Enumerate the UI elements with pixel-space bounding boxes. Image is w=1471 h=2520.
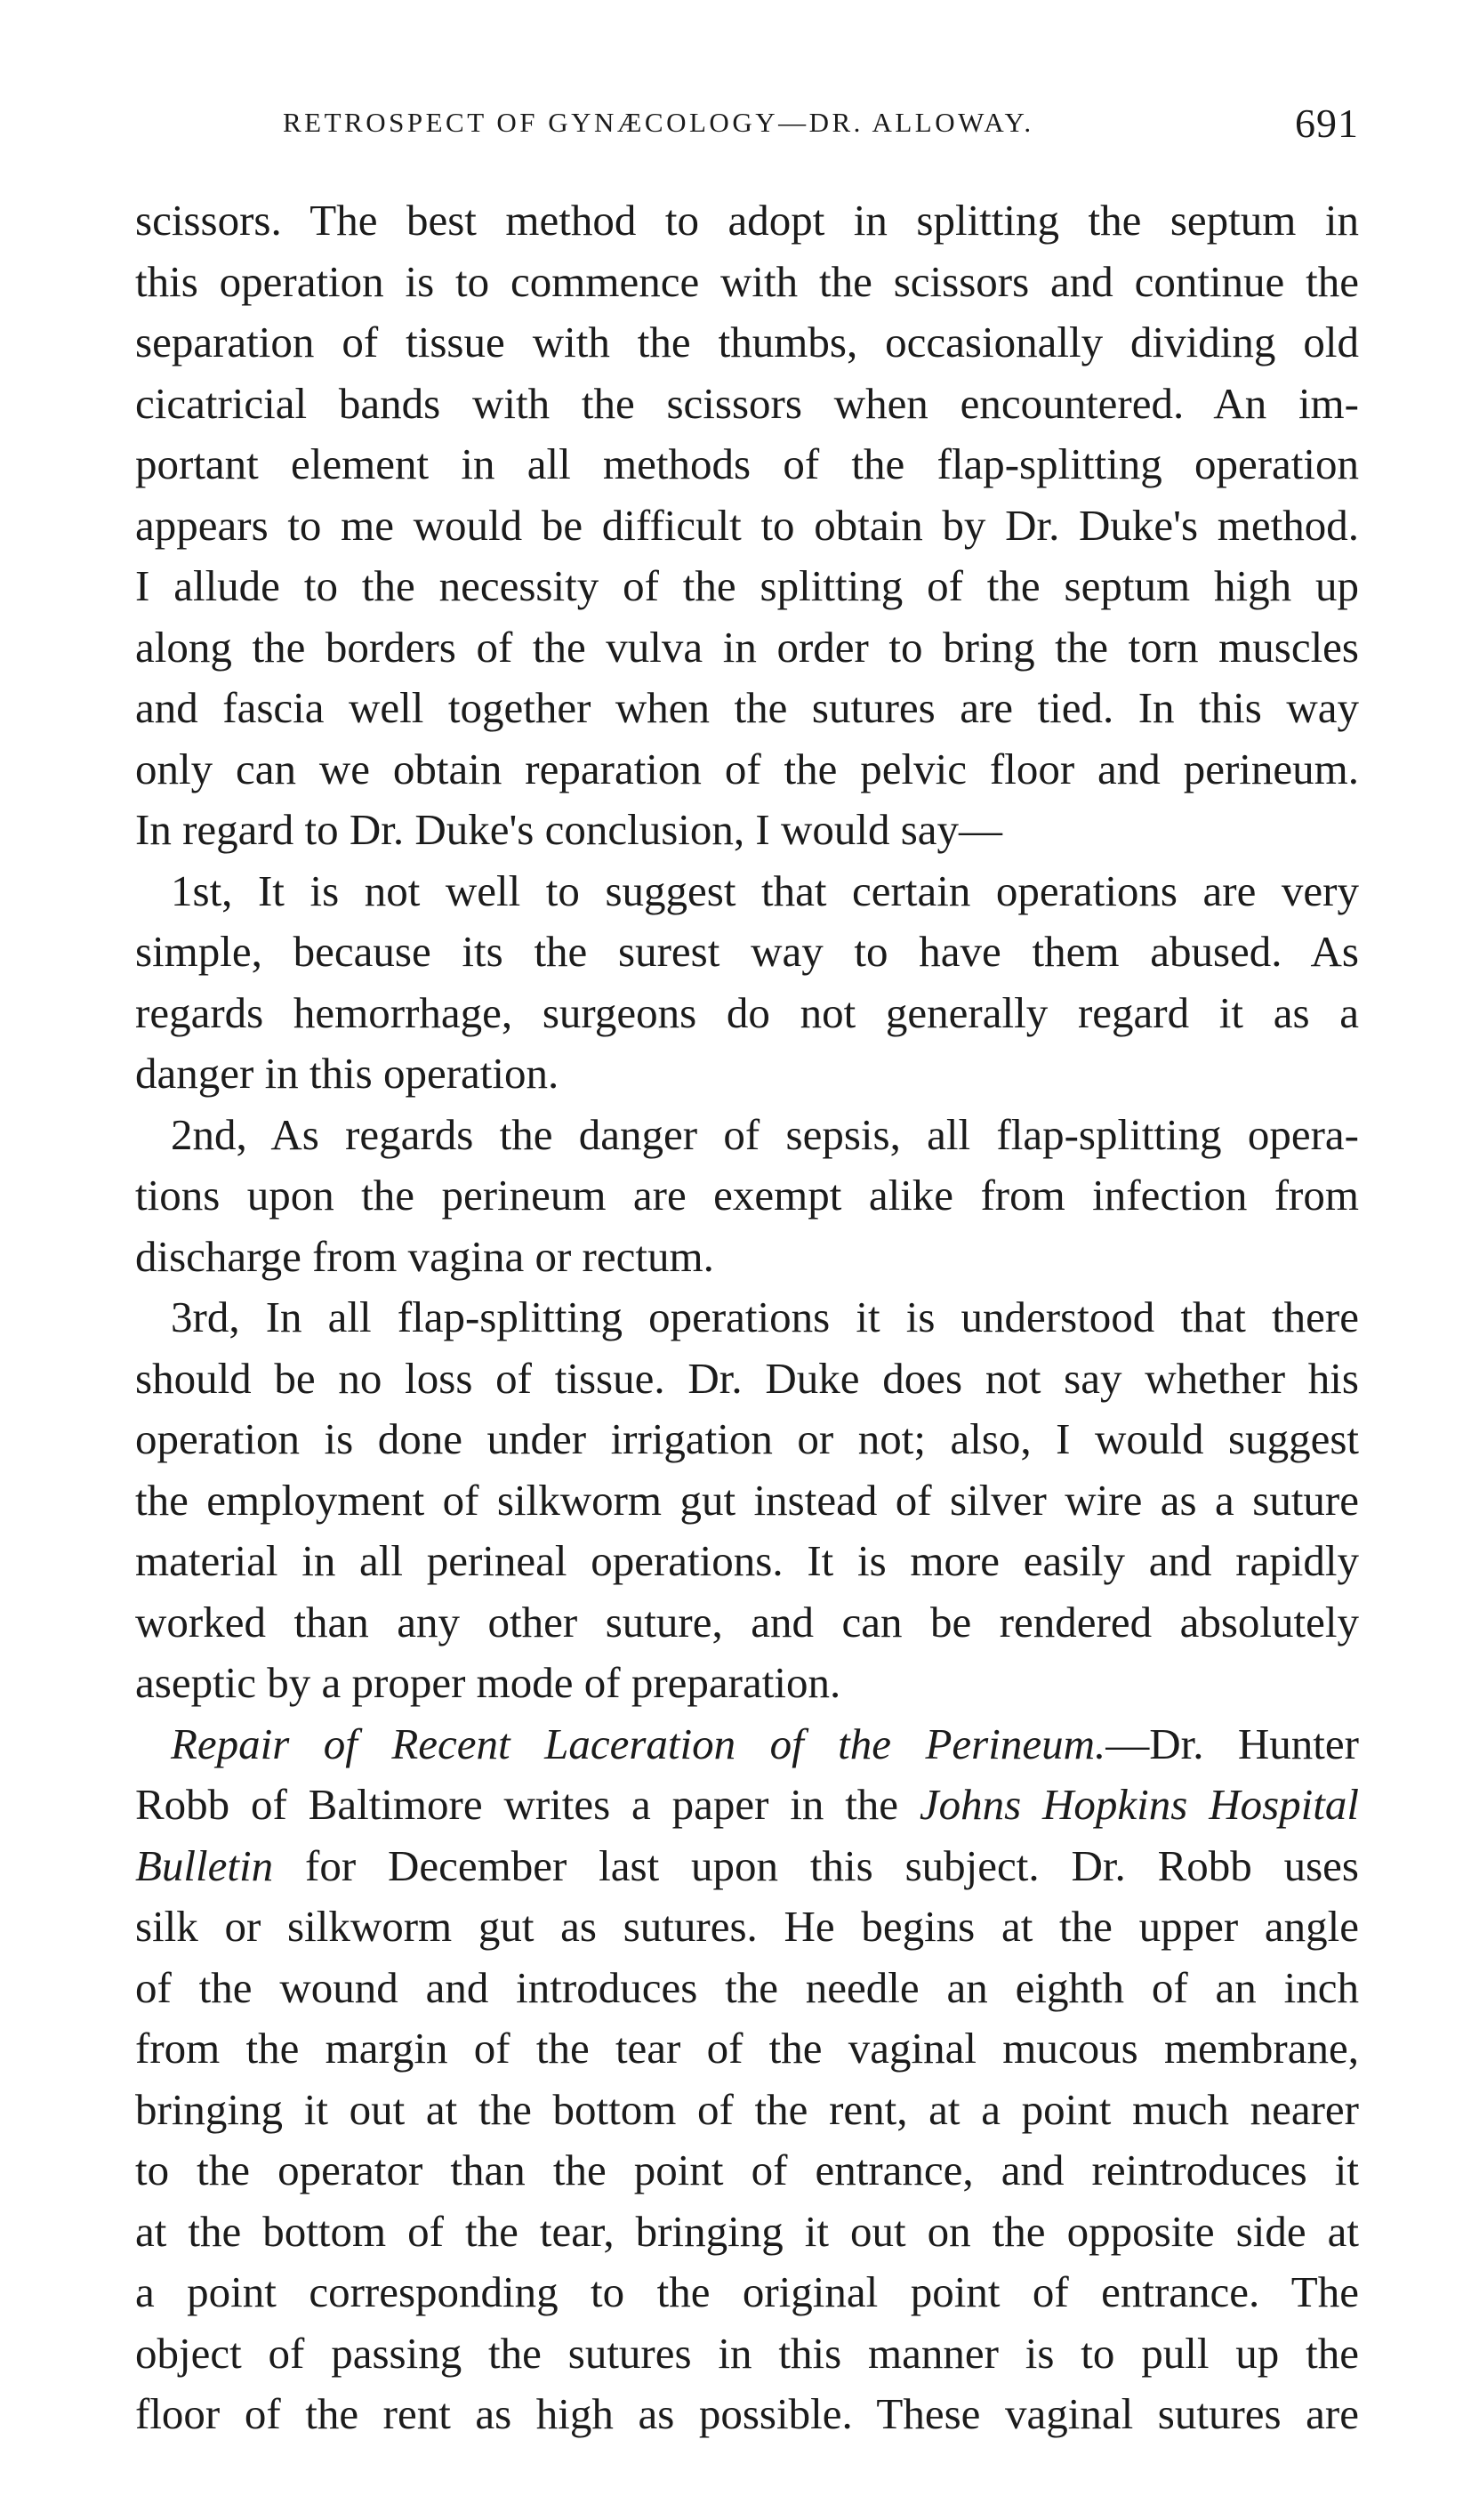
- text-line: 1st, It is not well to suggest that certain operations are very: [171, 865, 1359, 915]
- text-line: a point corresponding to the original point of entrance. The: [135, 2267, 1359, 2316]
- running-head: [283, 100, 1359, 153]
- text-line: simple, because its the surest way to have them abused. As: [135, 927, 1359, 976]
- line-text: Robb of Baltimore writes a paper in the: [135, 1780, 920, 1829]
- text-line: of the wound and introduces the needle an eighth of an inch: [135, 1962, 1359, 2012]
- text-line: floor of the rent as high as possible. These vaginal sutures are: [135, 2389, 1359, 2438]
- text-line: worked than any other suture, and can be rendered absolutely: [135, 1597, 1359, 1646]
- text-line: to the operator than the point of entrance, and reintroduces it: [135, 2146, 1359, 2194]
- text-line: bringing it out at the bottom of the rent, at a point much nearer: [135, 2084, 1359, 2134]
- text-line: object of passing the sutures in this manner is to pull up the: [135, 2328, 1359, 2378]
- text-line: regards hemorrhage, surgeons do not generally regard it as a: [135, 987, 1359, 1037]
- text-line: separation of tissue with the thumbs, occasionally dividing old: [135, 318, 1359, 366]
- text-line: In regard to Dr. Duke's conclusion, I would say—: [135, 805, 1003, 854]
- text-line: I allude to the necessity of the splitting of the septum high up: [135, 561, 1359, 610]
- text-line: aseptic by a proper mode of preparation.: [135, 1658, 841, 1707]
- text-line: discharge from vagina or rectum.: [135, 1231, 714, 1281]
- text-line: cicatricial bands with the scissors when encountered. An im-: [135, 378, 1359, 428]
- text-line: [135, 1714, 1359, 1775]
- text-line: portant element in all methods of the flap-splitting operation: [135, 439, 1359, 488]
- line-text: —Dr. Hunter: [1105, 1719, 1359, 1768]
- running-title: RETROSPECT OF GYNÆCOLOGY—DR. ALLOWAY.: [283, 107, 1034, 138]
- text-line: should be no loss of tissue. Dr. Duke does not say whether his: [135, 1353, 1359, 1403]
- text-line: 2nd, As regards the danger of sepsis, all flap-splitting opera-: [171, 1109, 1359, 1159]
- text-line: silk or silkworm gut as sutures. He begins at the upper angle: [135, 1902, 1359, 1951]
- text-line: at the bottom of the tear, bringing it out on the opposite side at: [135, 2206, 1359, 2256]
- text-line: and fascia well together when the sutures are tied. In this way: [135, 683, 1359, 732]
- text-line: along the borders of the vulva in order to bring the torn muscles: [135, 622, 1359, 672]
- text-line: tions upon the perineum are exempt alike from infection from: [135, 1171, 1359, 1220]
- text-line: from the margin of the tear of the vaginal mucous membrane,: [135, 2024, 1359, 2073]
- text-line: appears to me would be difficult to obtain by Dr. Duke's method.: [135, 500, 1359, 550]
- text-line: operation is done under irrigation or not; also, I would suggest: [135, 1414, 1359, 1463]
- text-line: [135, 1775, 1359, 1836]
- text-line: material in all perineal operations. It is more easily and rapidly: [135, 1536, 1359, 1585]
- text-line: [135, 1836, 1359, 1897]
- italic-text: Bulletin: [135, 1840, 274, 1890]
- italic-text: Johns Hopkins Hospital: [919, 1780, 1359, 1829]
- body-text: [135, 190, 1359, 2445]
- line-text: for December last upon this subject. Dr. Robb uses: [273, 1840, 1359, 1890]
- text-line: only can we obtain reparation of the pelvic floor and perineum.: [135, 744, 1359, 793]
- italic-text: Repair of Recent Laceration of the Perineum.: [171, 1719, 1106, 1768]
- text-line: scissors. The best method to adopt in splitting the septum in: [135, 196, 1359, 245]
- text-line: this operation is to commence with the scissors and continue the: [135, 256, 1359, 306]
- page-number: 691: [1295, 101, 1359, 146]
- text-line: 3rd, In all flap-splitting operations it is understood that there: [171, 1292, 1359, 1341]
- text-line: danger in this operation.: [135, 1049, 559, 1098]
- text-line: the employment of silkworm gut instead of silver wire as a suture: [135, 1475, 1359, 1525]
